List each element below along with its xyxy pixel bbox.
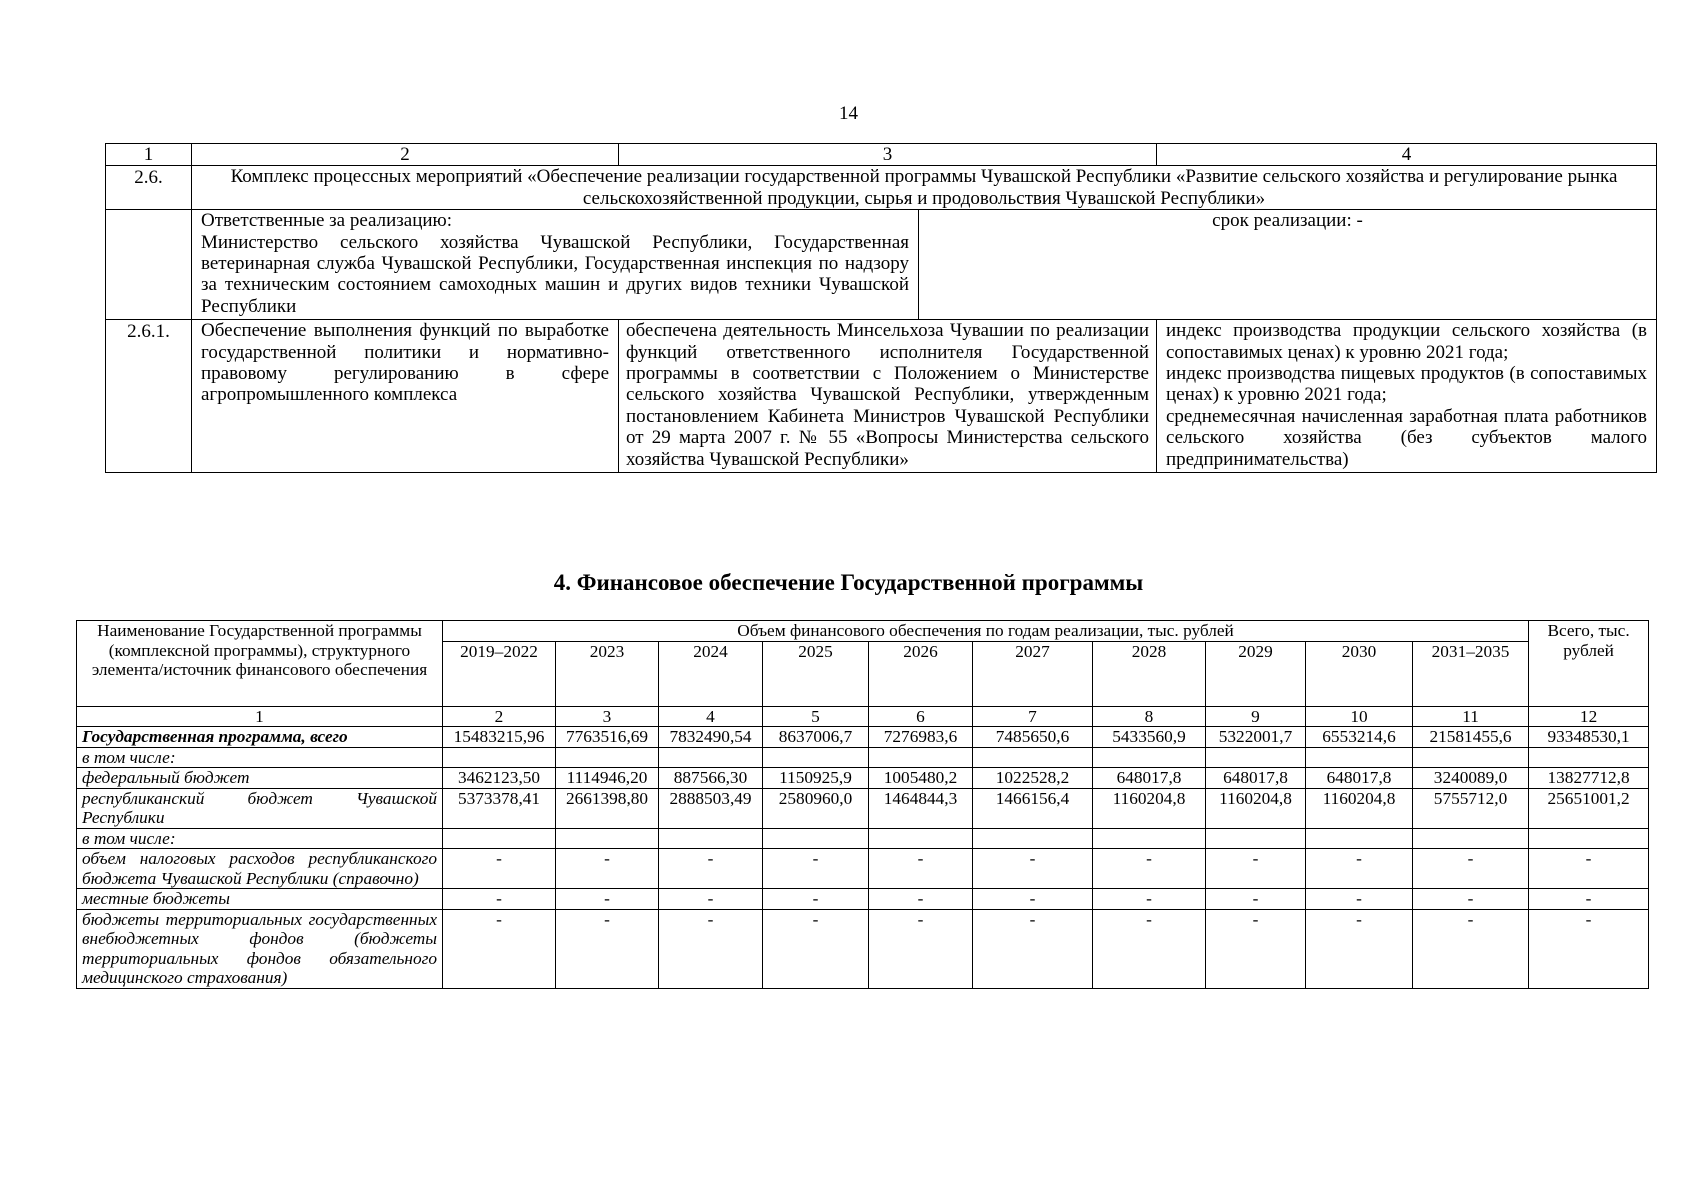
financing-row: [77, 889, 1649, 910]
responsible-empty-cell: [106, 210, 192, 320]
year-value: -: [556, 889, 659, 910]
indicator-item: среднемесячная начисленная заработная плата работников сельского хозяйства (без субъектов малого предпринимательства): [1166, 405, 1647, 470]
year-value: -: [763, 909, 869, 988]
year-value: -: [1206, 909, 1306, 988]
funding-source-label: федеральный бюджет: [77, 768, 443, 789]
year-value: -: [973, 889, 1093, 910]
activities-header-row: [106, 144, 1657, 166]
implementation-period: срок реализации: -: [919, 210, 1657, 320]
year-value: 1160204,8: [1306, 788, 1413, 828]
activity-result: обеспечена деятельность Минсельхоза Чувашии по реализации функций ответственного исполнителя Государственной программы в соответствии с Положением о Министерстве сельского хозяйства Чувашской Республики, утвержденным постановлением Кабинета Министров Чувашской Республики от 29 марта 2007 г. № 55 «Вопросы Министерства сельского хозяйства Чувашской Республики»: [619, 320, 1157, 473]
year-value: [869, 747, 973, 768]
year-header: 2026: [869, 641, 973, 706]
total-value: -: [1529, 889, 1649, 910]
year-value: -: [556, 849, 659, 889]
year-value: [973, 828, 1093, 849]
activity-row-2-6: [106, 166, 1657, 210]
year-value: 5433560,9: [1093, 727, 1206, 748]
year-value: [1306, 828, 1413, 849]
funding-source-label: местные бюджеты: [77, 889, 443, 910]
indicator-item: индекс производства пищевых продуктов (в сопоставимых ценах) к уровню 2021 года;: [1166, 363, 1647, 406]
year-value: -: [443, 909, 556, 988]
total-value: 93348530,1: [1529, 727, 1649, 748]
year-header: 2024: [659, 641, 763, 706]
activity-task: Обеспечение выполнения функций по выработке государственной политики и нормативно-правовому регулированию в сфере агропромышленного комплекса: [192, 320, 619, 473]
year-value: -: [443, 889, 556, 910]
column-numbers-row: [77, 706, 1649, 727]
year-value: 648017,8: [1206, 768, 1306, 789]
activities-header-4: 4: [1157, 144, 1657, 166]
year-value: -: [1413, 889, 1529, 910]
activity-indicators: [1157, 320, 1657, 473]
total-value: -: [1529, 849, 1649, 889]
year-value: 1160204,8: [1093, 788, 1206, 828]
year-value: -: [763, 889, 869, 910]
year-value: [443, 747, 556, 768]
financing-row: [77, 788, 1649, 828]
column-number: 6: [869, 706, 973, 727]
year-header: 2030: [1306, 641, 1413, 706]
year-value: -: [869, 909, 973, 988]
year-value: 7832490,54: [659, 727, 763, 748]
column-number: 3: [556, 706, 659, 727]
year-value: -: [1413, 909, 1529, 988]
activity-number: 2.6.: [106, 166, 192, 210]
year-value: 1005480,2: [869, 768, 973, 789]
year-value: 3240089,0: [1413, 768, 1529, 789]
year-header: 2031–2035: [1413, 641, 1529, 706]
total-value: [1529, 828, 1649, 849]
year-value: 5755712,0: [1413, 788, 1529, 828]
column-number: 9: [1206, 706, 1306, 727]
total-value: 13827712,8: [1529, 768, 1649, 789]
year-value: [869, 828, 973, 849]
volume-group-header: Объем финансового обеспечения по годам реализации, тыс. рублей: [443, 621, 1529, 642]
column-number: 8: [1093, 706, 1206, 727]
responsible-row: [106, 210, 1657, 320]
year-value: [556, 747, 659, 768]
year-value: 2580960,0: [763, 788, 869, 828]
funding-source-label: Государственная программа, всего: [77, 727, 443, 748]
year-header: 2029: [1206, 641, 1306, 706]
financing-row: [77, 828, 1649, 849]
responsible-text: Министерство сельского хозяйства Чувашской Республики, Государственная ветеринарная служба Чувашской Республики, Государственная инспекция по надзору за техническим состоянием самоходных машин и других видов техники Чувашской Республики: [201, 231, 909, 317]
year-value: [1206, 828, 1306, 849]
year-value: -: [1413, 849, 1529, 889]
year-value: -: [1206, 849, 1306, 889]
year-value: 5322001,7: [1206, 727, 1306, 748]
year-value: 887566,30: [659, 768, 763, 789]
activities-header-2: 2: [192, 144, 619, 166]
year-value: 7276983,6: [869, 727, 973, 748]
year-value: 7485650,6: [973, 727, 1093, 748]
year-value: 8637006,7: [763, 727, 869, 748]
year-value: -: [973, 909, 1093, 988]
year-value: 1464844,3: [869, 788, 973, 828]
total-value: [1529, 747, 1649, 768]
year-value: -: [556, 909, 659, 988]
year-value: 1114946,20: [556, 768, 659, 789]
financing-body: [77, 727, 1649, 989]
column-number: 1: [77, 706, 443, 727]
year-value: -: [1306, 849, 1413, 889]
year-value: [1306, 747, 1413, 768]
year-value: -: [973, 849, 1093, 889]
activity-row-2-6-1: [106, 320, 1657, 473]
column-number: 12: [1529, 706, 1649, 727]
year-value: [763, 747, 869, 768]
year-header: 2019–2022: [443, 641, 556, 706]
column-number: 4: [659, 706, 763, 727]
financing-row: [77, 849, 1649, 889]
total-value: 25651001,2: [1529, 788, 1649, 828]
year-value: [1093, 747, 1206, 768]
indicator-item: индекс производства продукции сельского хозяйства (в сопоставимых ценах) к уровню 2021 года;: [1166, 320, 1647, 363]
year-value: 1466156,4: [973, 788, 1093, 828]
year-value: [659, 747, 763, 768]
source-column-header: Наименование Государственной программы (комплексной программы), структурного элемента/источник финансового обеспечения: [77, 621, 443, 707]
funding-source-label: в том числе:: [77, 747, 443, 768]
year-value: -: [1306, 889, 1413, 910]
column-number: 2: [443, 706, 556, 727]
year-value: 1150925,9: [763, 768, 869, 789]
column-number: 10: [1306, 706, 1413, 727]
financing-row: [77, 768, 1649, 789]
year-value: [556, 828, 659, 849]
responsible-cell: [192, 210, 919, 320]
year-value: 648017,8: [1306, 768, 1413, 789]
total-value: -: [1529, 909, 1649, 988]
financing-table: [76, 620, 1649, 989]
activities-header-1: 1: [106, 144, 192, 166]
activities-header-3: 3: [619, 144, 1157, 166]
year-value: [1093, 828, 1206, 849]
activities-table: [105, 143, 1657, 473]
year-value: -: [659, 909, 763, 988]
column-number: 7: [973, 706, 1093, 727]
column-number: 11: [1413, 706, 1529, 727]
year-value: -: [1093, 849, 1206, 889]
column-number: 5: [763, 706, 869, 727]
year-value: [1413, 828, 1529, 849]
year-value: [1206, 747, 1306, 768]
year-value: [973, 747, 1093, 768]
year-value: -: [659, 849, 763, 889]
year-value: 1160204,8: [1206, 788, 1306, 828]
year-value: -: [869, 849, 973, 889]
year-value: -: [1206, 889, 1306, 910]
year-value: -: [1093, 889, 1206, 910]
activity-complex-title: Комплекс процессных мероприятий «Обеспечение реализации государственной программы Чувашской Республики «Развитие сельского хозяйства и регулирование рынка сельскохозяйственной продукции, сырья и продовольствия Чувашской Республики»: [192, 166, 1657, 210]
year-value: 2888503,49: [659, 788, 763, 828]
year-value: -: [869, 889, 973, 910]
financing-row: [77, 727, 1649, 748]
year-value: 15483215,96: [443, 727, 556, 748]
section-title: 4. Финансовое обеспечение Государственной программы: [553, 570, 1144, 595]
year-value: 5373378,41: [443, 788, 556, 828]
year-value: 1022528,2: [973, 768, 1093, 789]
financing-row: [77, 747, 1649, 768]
year-value: [659, 828, 763, 849]
page-number: 14: [839, 103, 858, 124]
total-column-header: Всего, тыс. рублей: [1529, 621, 1649, 707]
year-header: 2025: [763, 641, 869, 706]
year-value: [763, 828, 869, 849]
responsible-label: Ответственные за реализацию:: [201, 210, 453, 232]
year-value: -: [1306, 909, 1413, 988]
year-value: 7763516,69: [556, 727, 659, 748]
year-value: 6553214,6: [1306, 727, 1413, 748]
activity-number: 2.6.1.: [106, 320, 192, 473]
funding-source-label: в том числе:: [77, 828, 443, 849]
year-value: -: [1093, 909, 1206, 988]
funding-source-label: объем налоговых расходов республиканского бюджета Чувашской Республики (справочно): [77, 849, 443, 889]
year-value: -: [763, 849, 869, 889]
year-value: [1413, 747, 1529, 768]
financing-header-row: [77, 621, 1649, 642]
year-value: 2661398,80: [556, 788, 659, 828]
funding-source-label: бюджеты территориальных государственных внебюджетных фондов (бюджеты территориальных фондов обязательного медицинского страхования): [77, 909, 443, 988]
year-value: 3462123,50: [443, 768, 556, 789]
year-value: 648017,8: [1093, 768, 1206, 789]
funding-source-label: республиканский бюджет Чувашской Республики: [77, 788, 443, 828]
year-value: -: [659, 889, 763, 910]
financing-row: [77, 909, 1649, 988]
year-header: 2027: [973, 641, 1093, 706]
year-header: 2028: [1093, 641, 1206, 706]
year-header: 2023: [556, 641, 659, 706]
year-value: -: [443, 849, 556, 889]
year-value: [443, 828, 556, 849]
year-value: 21581455,6: [1413, 727, 1529, 748]
